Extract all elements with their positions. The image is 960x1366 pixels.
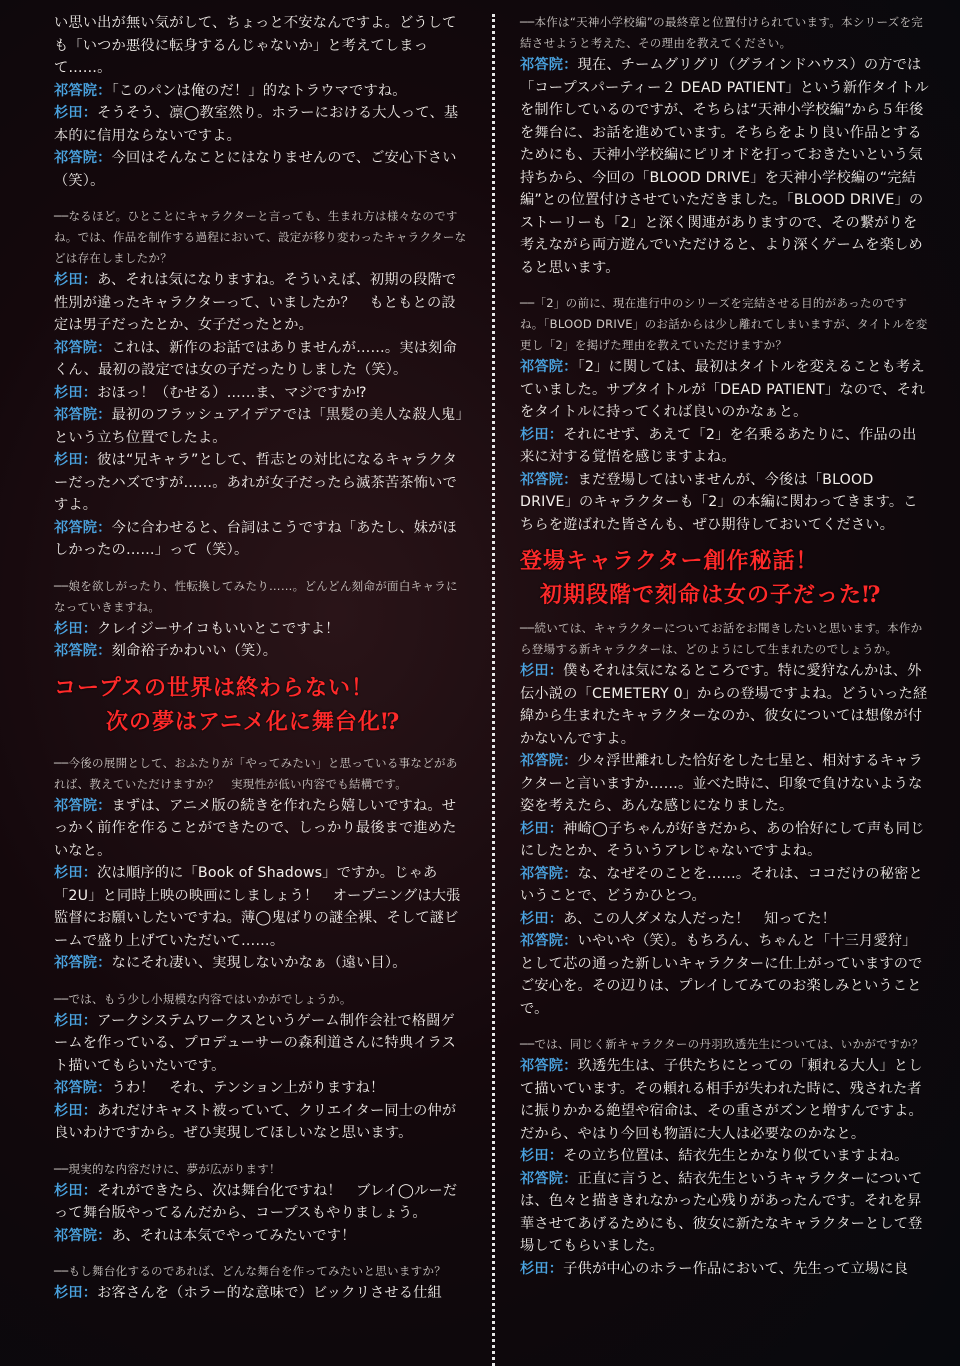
speaker-name: 祁答院 (520, 865, 564, 882)
dialogue-text: 次は順序的に「Book of Shadows」ですか。じゃあ「2U」と同時上映の映画にしましょう！ オープニングは大張監督にお願いしたいですね。薄◯鬼ばりの謎全裸、そして謎ビームで盛り上げていただいて……。 (54, 865, 461, 949)
dialogue-text: 「2」に関しては、最初はタイトルを変えることも考えていました。サブタイトルが「DEAD PATIENT」なので、それをタイトルに持ってくれば良いのかなぁと。 (520, 359, 926, 420)
dialogue-line (520, 908, 930, 931)
interviewer-question (54, 1159, 468, 1180)
speaker-colon: ： (82, 1102, 98, 1119)
speaker-name: 杉田 (520, 1260, 549, 1277)
speaker-colon: ： (97, 150, 112, 166)
speaker-name: 祁答院 (54, 955, 98, 971)
dialogue-text: 刻命裕子かわいい（笑）。 (111, 643, 278, 659)
question-text: ──現実的な内容だけに、夢が広がります！ (54, 1161, 281, 1176)
speaker-name: 祁答院 (520, 57, 564, 73)
dialogue-line (54, 795, 468, 863)
dialogue-line (520, 660, 930, 750)
speaker-name: 祁答院 (520, 471, 564, 488)
speaker-colon: ： (97, 407, 112, 423)
speaker-colon: ： (548, 910, 564, 927)
speaker-colon: ： (82, 452, 98, 468)
speaker-colon: ： (97, 519, 112, 536)
dialogue-text: お客さんを（ホラー的な意味で）ビックリさせる仕組 (97, 1285, 442, 1301)
speaker-colon: ： (563, 1058, 578, 1074)
speaker-name: 杉田 (520, 820, 549, 837)
dialogue-text: アークシステムワークスというゲーム制作会社で格闘ゲームを作っている、プロデューサーの森利道さんに特典イラスト描いてもらいたいです。 (54, 1012, 457, 1074)
speaker-name: 杉田 (54, 272, 83, 288)
interviewer-question (54, 206, 468, 269)
speaker-name: 杉田 (54, 1012, 83, 1029)
dialogue-text: あ、それは気になりますね。そういえば、初期の段階で性別が違ったキャラクターって、いましたか？ もともとの設定は男子だったとか、女子だったとか。 (54, 272, 457, 333)
right-column (520, 12, 930, 1280)
speaker-colon: ： (97, 955, 112, 971)
question-text: ──なるほど。ひとことにキャラクターと言っても、生まれ方は様々なのですね。では、作品を制作する過程において、設定が移り変わったキャラクターなどは存在しましたか？ (54, 209, 467, 265)
dialogue-text: まだ登場してはいませんが、今後は「BLOOD DRIVE」のキャラクターも「2」の本編に関わってきます。こちらを遊ばれた皆さんも、ぜひ期待しておいてください。 (520, 471, 918, 533)
column-divider (492, 14, 495, 1366)
dialogue-text: 現在、チームグリグリ（グラインドハウス）の方では「コープスパーティー２ DEAD PATIENT」という新作タイトルを制作しているのですが、そちらは“天神小学校編”から５年後を舞台に、お話を進めています。そちらをより良い作品とするためにも、天神小学校編にピリオドを打っておきたいという気持ちから、今回の「BLOOD DRIVE」を天神小学校編の“完結編”との位置付けさせていただきました。「BLOOD DRIVE」のストーリーも「2」と深く関連がありますので、その繋がりを考えながら両方遊んでいただけると、より深くゲームを楽しめると思います。 (520, 57, 929, 276)
speaker-name: 祁答院 (520, 933, 564, 949)
dialogue-line (520, 1258, 930, 1281)
dialogue-text: クレイジーサイコもいいとこですよ！ (97, 620, 340, 637)
dialogue-text: なにそれ凄い、実現しないかなぁ（遠い目）。 (111, 955, 407, 971)
dialogue-text: 今に合わせると、台詞はこうですね「あたし、妹がほしかったの……」って（笑）。 (54, 519, 457, 558)
question-text: ──今後の展開として、おふたりが「やってみたい」と思っている事などがあれば、教えていただけますか？ 実現性が低い内容でも結構です。 (54, 755, 458, 791)
dialogue-text: いやいや（笑）。もちろん、ちゃんと「十三月愛狩」として芯の通った新しいキャラクターに仕上がっていますのでご安心を。その辺りは、プレイしてみてのお楽しみということで。 (520, 933, 923, 1017)
heading-line-2: 次の夢はアニメ化に舞台化⁉ (106, 708, 401, 735)
interviewer-question (520, 618, 930, 660)
dialogue-line (54, 618, 468, 641)
speaker-name: 祁答院 (54, 1227, 98, 1244)
dialogue-text: 少々浮世離れした恰好をした七星と、相対するキャラクターと言いますか……。並べた時に、印象で負けないような姿を考えたら、あんな感じになりました。 (520, 753, 923, 814)
dialogue-line (520, 863, 930, 908)
section-heading (54, 671, 468, 739)
dialogue-line (54, 1282, 468, 1305)
dialogue-line (520, 1055, 930, 1145)
dialogue-text: あ、それは本気でやってみたいです！ (111, 1227, 356, 1244)
speaker-name: 杉田 (54, 452, 83, 468)
speaker-name: 杉田 (520, 426, 549, 443)
left-column (54, 12, 468, 1305)
speaker-colon: ： (563, 865, 578, 882)
speaker-colon: ： (548, 820, 564, 837)
dialogue-line (54, 862, 468, 952)
dialogue-line (54, 517, 468, 562)
dialogue-text: 僕もそれは気になるところです。特に愛狩なんかは、外伝小説の「CEMETERY 0」からの登場ですよね。どういった経緯から生まれたキャラクターなのか、彼女については想像が付かないんですよ。 (520, 663, 928, 747)
speaker-name: 杉田 (54, 105, 83, 121)
heading-line-1: 登場キャラクター創作秘話！ (520, 548, 819, 574)
dialogue-line (54, 404, 468, 449)
speaker-name: 祁答院 (520, 1058, 564, 1074)
interviewer-question (520, 1034, 930, 1055)
speaker-colon: ： (563, 1170, 578, 1187)
dialogue-text: 最初のフラッシュアイデアでは「黒髪の美人な殺人鬼」という立ち位置でしたよ。 (54, 407, 463, 446)
speaker-colon: ： (563, 57, 578, 73)
paragraph-text: い思い出が無い気がして、ちょっと不安なんですよ。どうしても「いつか悪役に転身するんじゃないか」と考えてしまって……。 (54, 15, 457, 76)
dialogue-line (54, 952, 468, 975)
dialogue-text: 正直に言うと、結衣先生というキャラクターについては、色々と描ききれなかった心残りがあったんです。それを昇華させてあげるためにも、彼女に新たなキャラクターとして登場してもらいました。 (520, 1170, 923, 1254)
dialogue-line (520, 930, 930, 1020)
question-text: ──「2」の前に、現在進行中のシリーズを完結させる目的があったのですね。「BLOOD DRIVE」のお話からは少し離れてしまいますが、タイトルを変更し「2」を掲げた理由を教えていただけますか？ (520, 296, 928, 352)
speaker-colon: ： (548, 1260, 564, 1277)
speaker-colon: ： (97, 1080, 112, 1096)
dialogue-line (54, 80, 468, 103)
dialogue-line (520, 424, 930, 469)
speaker-colon: ： (82, 1285, 98, 1301)
dialogue-text: 子供が中心のホラー作品において、先生って立場に良 (563, 1260, 909, 1277)
dialogue-line (520, 54, 930, 279)
question-text: ──もし舞台化するのであれば、どんな舞台を作ってみたいと思いますか？ (54, 1264, 447, 1278)
dialogue-line (54, 640, 468, 663)
interviewer-question (54, 989, 468, 1010)
speaker-colon: ： (97, 82, 112, 99)
speaker-name: 祁答院 (520, 359, 564, 375)
question-text: ──では、同じく新キャラクターの丹羽玖透先生については、いかがですか？ (520, 1037, 924, 1051)
dialogue-line (54, 382, 468, 405)
dialogue-line (520, 356, 930, 424)
speaker-colon: ： (97, 339, 112, 356)
speaker-name: 杉田 (54, 384, 83, 401)
dialogue-text: 彼は“兄キャラ”として、哲志との対比になるキャラクターだったハズですが……。あれが女子だったら滅茶苦茶怖いですよ。 (54, 452, 458, 513)
speaker-name: 祁答院 (54, 797, 98, 814)
speaker-colon: ： (548, 1148, 564, 1164)
dialogue-text: あれだけキャスト被っていて、クリエイター同士の仲が良いわけですから。ぜひ実現してほしいなと思います。 (54, 1102, 457, 1141)
interviewer-question (54, 576, 468, 618)
speaker-colon: ： (97, 643, 112, 659)
speaker-name: 祁答院 (54, 1080, 98, 1096)
dialogue-line (520, 1145, 930, 1168)
interviewer-question (54, 1261, 468, 1282)
speaker-name: 祁答院 (54, 519, 98, 536)
dialogue-text: それができたら、次は舞台化ですね！ ブレイ◯ルーだって舞台版やってるんだから、コープスもやりましょう。 (54, 1182, 458, 1221)
interviewer-question (520, 12, 930, 54)
dialogue-line (54, 269, 468, 337)
speaker-name: 祁答院 (520, 753, 564, 769)
dialogue-text: これは、新作のお話ではありませんが……。実は刻命くん、最初の設定では女の子だったりしました（笑）。 (54, 339, 457, 378)
dialogue-text: そうそう、凛◯教室然り。ホラーにおける大人って、基本的に信用ならないですよ。 (54, 105, 459, 144)
dialogue-text: それにせず、あえて「2」を名乗るあたりに、作品の出来に対する覚悟を感じますよね。 (520, 426, 917, 465)
dialogue-text: まずは、アニメ版の続きを作れたら嬉しいですね。せっかく前作を作ることができたので、しっかり最後まで進めたいなと。 (54, 797, 457, 859)
dialogue-line (54, 1180, 468, 1225)
speaker-colon: ： (82, 1182, 98, 1199)
speaker-name: 杉田 (520, 663, 549, 679)
dialogue-text: うわ！ それ、テンション上がりますね！ (111, 1080, 385, 1096)
speaker-name: 杉田 (54, 1182, 83, 1199)
speaker-colon: ： (82, 865, 98, 881)
heading-line-2: 初期段階で刻命は女の子だった⁉ (540, 582, 882, 608)
heading-line-1: コープスの世界は終わらない！ (54, 674, 375, 701)
dialogue-text: な、なぜそのことを……。それは、ココだけの秘密ということで、どうかひとつ。 (520, 865, 923, 904)
speaker-name: 杉田 (54, 1285, 83, 1301)
speaker-name: 祁答院 (54, 150, 98, 166)
interviewer-question (54, 753, 468, 795)
dialogue-line (54, 1010, 468, 1078)
speaker-name: 杉田 (54, 620, 83, 637)
speaker-name: 杉田 (520, 1148, 549, 1164)
speaker-colon: ： (548, 426, 564, 443)
dialogue-line (54, 449, 468, 517)
dialogue-line (520, 750, 930, 818)
speaker-colon: ： (82, 105, 98, 121)
speaker-name: 祁答院 (54, 339, 98, 356)
dialogue-text: 玖透先生は、子供たちにとっての「頼れる大人」として描いています。その頼れる相手が失われた時に、残された者に振りかかる絶望や宿命は、その重さがズンと増すんですよ。だから、やはり今回も物語に大人は必要なのかなと。 (520, 1058, 923, 1142)
dialogue-text: 「このパンは俺のだ！」的なトラウマですね。 (111, 82, 407, 99)
dialogue-text: 神崎◯子ちゃんが好きだから、あの恰好にして声も同じにしたとか、そういうアレじゃないですよね。 (520, 820, 925, 859)
speaker-colon: ： (82, 384, 98, 401)
speaker-colon: ： (563, 359, 578, 375)
dialogue-text: あ、この人ダメな人だった！ 知ってた！ (563, 910, 836, 927)
dialogue-line (54, 337, 468, 382)
speaker-name: 祁答院 (520, 1170, 564, 1187)
dialogue-line (54, 1100, 468, 1145)
speaker-colon: ： (97, 797, 112, 814)
interviewer-question (520, 293, 930, 356)
dialogue-text: おほっ！（むせる）……ま、マジですか⁉ (97, 384, 367, 401)
speaker-name: 杉田 (54, 865, 83, 881)
question-text: ──続いては、キャラクターについてお話をお聞きしたいと思います。本作から登場する新キャラクターは、どのようにして生まれたのでしょうか。 (520, 621, 923, 656)
dialogue-line (520, 1168, 930, 1258)
speaker-colon: ： (563, 933, 578, 949)
speaker-colon: ： (82, 272, 98, 288)
speaker-name: 杉田 (54, 1102, 83, 1119)
dialogue-text: 今回はそんなことにはなりませんので、ご安心下さい（笑）。 (54, 150, 457, 189)
body-paragraph (54, 12, 468, 80)
dialogue-line (54, 147, 468, 192)
question-text: ──娘を欲しがったり、性転換してみたり……。どんどん刻命が面白キャラになっていきますね。 (54, 578, 458, 614)
dialogue-line (54, 1077, 468, 1100)
question-text: ──では、もう少し小規模な内容ではいかがでしょうか。 (54, 991, 352, 1006)
speaker-colon: ： (563, 753, 578, 769)
speaker-name: 祁答院 (54, 643, 98, 659)
speaker-name: 祁答院 (54, 82, 98, 99)
dialogue-line (520, 469, 930, 537)
question-text: ──本作は“天神小学校編”の最終章と位置付けられています。本シリーズを完結させようと考えた、その理由を教えてください。 (520, 15, 924, 50)
speaker-colon: ： (82, 1012, 98, 1029)
speaker-colon: ： (563, 471, 578, 488)
dialogue-line (54, 102, 468, 147)
speaker-colon: ： (97, 1227, 112, 1244)
dialogue-line (520, 818, 930, 863)
speaker-name: 杉田 (520, 910, 549, 927)
dialogue-text: その立ち位置は、結衣先生とかなり似ていますよね。 (563, 1148, 909, 1164)
speaker-name: 祁答院 (54, 407, 98, 423)
speaker-colon: ： (82, 620, 98, 637)
section-heading (520, 544, 930, 612)
speaker-colon: ： (548, 663, 564, 679)
dialogue-line (54, 1225, 468, 1248)
